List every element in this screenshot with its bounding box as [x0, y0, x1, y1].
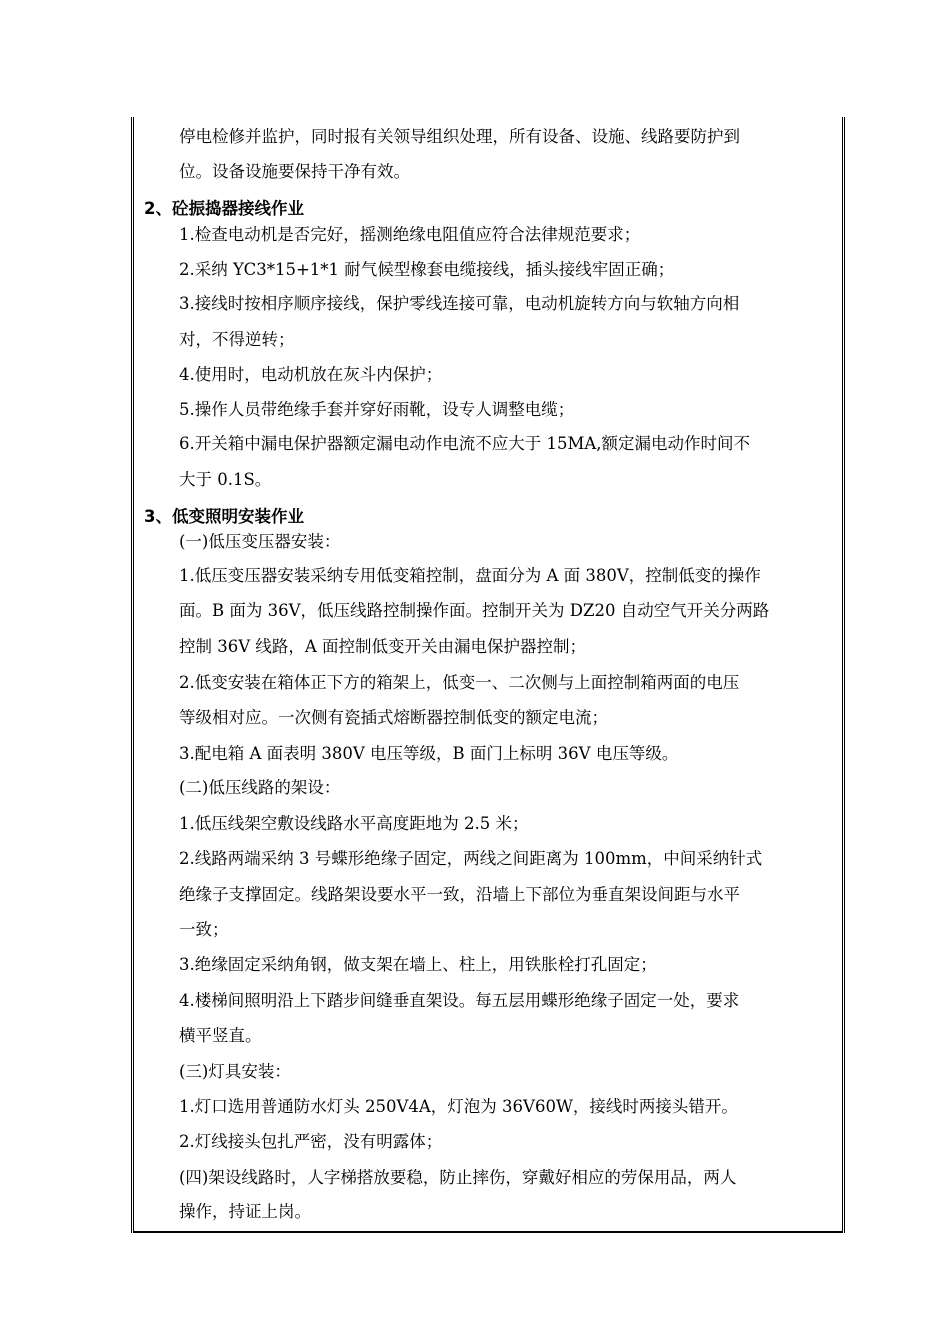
- text-line: 1.检查电动机是否完好，摇测绝缘电阻值应符合法律规范要求；: [179, 225, 641, 244]
- text-line: 绝缘子支撑固定。线路架设要水平一致，沿墙上下部位为垂直架设间距与水平: [179, 885, 740, 904]
- text-line: (四)架设线路时，人字梯搭放要稳，防止摔伤，穿戴好相应的劳保用品，两人: [179, 1168, 737, 1187]
- text-line: 等级相对应。一次侧有瓷插式熔断器控制低变的额定电流；: [179, 708, 608, 727]
- text-line: 大于 0.1S。: [179, 470, 272, 489]
- text-line: 3.配电箱 A 面表明 380V 电压等级，B 面门上标明 36V 电压等级。: [179, 744, 679, 763]
- text-line: 位。设备设施要保持干净有效。: [179, 162, 410, 181]
- text-line: 4.使用时，电动机放在灰斗内保护；: [179, 365, 443, 384]
- text-line: 横平竖直。: [179, 1026, 262, 1045]
- text-line: 1.低压变压器安装采纳专用低变箱控制，盘面分为 A 面 380V，控制低变的操作: [179, 566, 761, 585]
- text-line: 4.楼梯间照明沿上下踏步间缝垂直架设。每五层用蝶形绝缘子固定一处，要求: [179, 991, 740, 1010]
- text-line: 6.开关箱中漏电保护器额定漏电动作电流不应大于 15MA,额定漏电动作时间不: [179, 434, 751, 453]
- document-table-cell: [133, 117, 843, 1233]
- text-line: 操作，持证上岗。: [179, 1202, 311, 1221]
- text-line: 3.绝缘固定采纳角钢，做支架在墙上、柱上，用铁胀栓打孔固定；: [179, 955, 657, 974]
- text-line: 1.灯口选用普通防水灯头 250V4A，灯泡为 36V60W，接线时两接头错开。: [179, 1097, 738, 1116]
- text-line: 面。B 面为 36V，低压线路控制操作面。控制开关为 DZ20 自动空气开关分两路: [179, 601, 770, 620]
- section-heading: 3、低变照明安装作业: [144, 507, 304, 526]
- text-line: 一致；: [179, 920, 229, 939]
- text-line: 停电检修并监护，同时报有关领导组织处理，所有设备、设施、线路要防护到: [179, 127, 740, 146]
- text-line: 2.低变安装在箱体正下方的箱架上，低变一、二次侧与上面控制箱两面的电压: [179, 673, 740, 692]
- text-line: (一)低压变压器安装：: [179, 532, 341, 551]
- text-line: (二)低压线路的架设：: [179, 778, 341, 797]
- text-line: 5.操作人员带绝缘手套并穿好雨靴，设专人调整电缆；: [179, 400, 575, 419]
- text-line: 控制 36V 线路，A 面控制低变开关由漏电保护器控制；: [179, 637, 587, 656]
- text-line: 3.接线时按相序顺序接线，保护零线连接可靠，电动机旋转方向与软轴方向相: [179, 294, 740, 313]
- text-line: 2.灯线接头包扎严密，没有明露体；: [179, 1132, 443, 1151]
- text-line: 对，不得逆转；: [179, 330, 295, 349]
- text-line: (三)灯具安装：: [179, 1062, 291, 1081]
- text-line: 2.采纳 YC3*15+1*1 耐气候型橡套电缆接线，插头接线牢固正确；: [179, 260, 675, 279]
- text-line: 1.低压线架空敷设线路水平高度距地为 2.5 米；: [179, 814, 529, 833]
- section-heading: 2、砼振捣器接线作业: [144, 199, 304, 218]
- text-line: 2.线路两端采纳 3 号蝶形绝缘子固定，两线之间距离为 100mm，中间采纳针式: [179, 849, 763, 868]
